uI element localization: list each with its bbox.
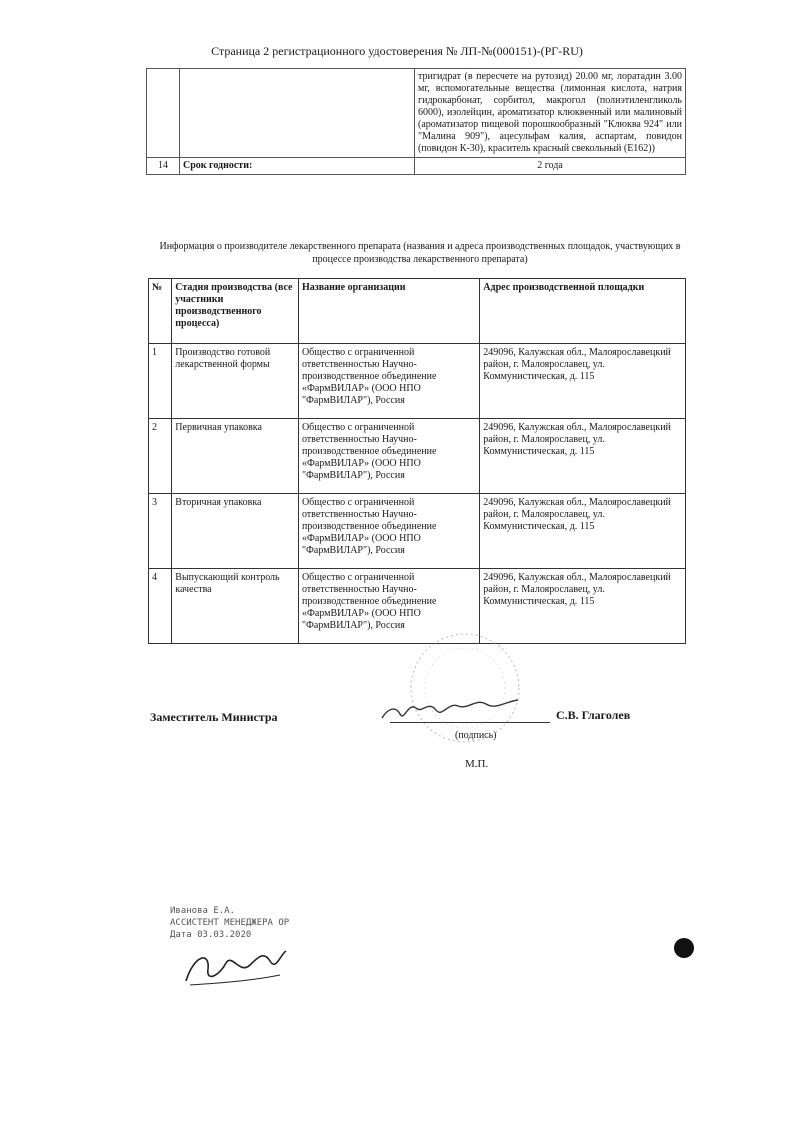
shelf-life-value: 2 года [415, 158, 686, 175]
stamp-line-1: Иванова Е.А. [170, 906, 236, 916]
row-stage: Выпускающий контроль качества [172, 569, 299, 644]
row-num: 4 [149, 569, 172, 644]
col-header-num: № [149, 279, 172, 344]
row-stage: Вторичная упаковка [172, 494, 299, 569]
row-org: Общество с ограниченной ответственностью Научно-производственное объединение «ФармВИЛАР» (ООО НПО "ФармВИЛАР"), Россия [298, 494, 479, 569]
copy-stamp [170, 905, 289, 941]
table-row [149, 494, 686, 569]
table-row [147, 69, 686, 158]
table-row [149, 419, 686, 494]
page-header: Страница 2 регистрационного удостоверения № ЛП-№(000151)-(РГ-RU) [211, 44, 583, 58]
row-stage: Производство готовой лекарственной формы [172, 344, 299, 419]
signature-line [390, 722, 550, 723]
row-org: Общество с ограниченной ответственностью Научно-производственное объединение «ФармВИЛАР» (ООО НПО "ФармВИЛАР"), Россия [298, 419, 479, 494]
composition-text: тригидрат (в пересчете на рутозид) 20.00 мг, лоратадин 3.00 мг, вспомогательные вещества (лимонная кислота, натрия гидрокарбонат, сорбитол, макрогол (полиэтиленгликоль 6000), изолейцин, ароматизатор клюквенный или малиновый (ароматизатор пищевой порошкообразный "Клюква 924" или "Малина 909"), ацесульфам калия, аспартам, повидон (повидон К-30), краситель красный свекольный (Е162)) [415, 69, 686, 158]
signer-title: Заместитель Министра [150, 710, 278, 724]
row-org: Общество с ограниченной ответственностью Научно-производственное объединение «ФармВИЛАР» (ООО НПО "ФармВИЛАР"), Россия [298, 569, 479, 644]
composition-table [146, 68, 686, 175]
copy-signature-icon [180, 945, 290, 990]
signature-caption: (подпись) [455, 730, 497, 741]
row-address: 249096, Калужская обл., Малоярославецкий район, г. Малоярославец, ул. Коммунистическая, д. 115 [480, 344, 686, 419]
manufacturer-info-title: Информация о производителе лекарственного препарата (названия и адреса производственных площадок, участвующих в процессе производства лекарственного препарата) [159, 241, 681, 265]
row-num: 3 [149, 494, 172, 569]
stamp-line-2: АССИСТЕНТ МЕНЕДЖЕРА ОР [170, 918, 290, 928]
table-row [149, 344, 686, 419]
stamp-line-3: Дата 03.03.2020 [170, 930, 252, 940]
table-header-row [149, 279, 686, 344]
shelf-life-label: Срок годности: [180, 158, 415, 175]
row-stage: Первичная упаковка [172, 419, 299, 494]
col-header-stage: Стадия производства (все участники производственного процесса) [172, 279, 299, 344]
row-num: 2 [149, 419, 172, 494]
manufacturer-table [148, 278, 686, 644]
row-address: 249096, Калужская обл., Малоярославецкий район, г. Малоярославец, ул. Коммунистическая, д. 115 [480, 494, 686, 569]
shelf-life-row [147, 158, 686, 175]
col-header-org: Название организации [298, 279, 479, 344]
signer-name: С.В. Глаголев [556, 708, 631, 722]
row-num: 1 [149, 344, 172, 419]
row-org: Общество с ограниченной ответственностью Научно-производственное объединение «ФармВИЛАР» (ООО НПО "ФармВИЛАР"), Россия [298, 344, 479, 419]
shelf-life-num: 14 [147, 158, 180, 175]
row-address: 249096, Калужская обл., Малоярославецкий район, г. Малоярославец, ул. Коммунистическая, д. 115 [480, 419, 686, 494]
row-address: 249096, Калужская обл., Малоярославецкий район, г. Малоярославец, ул. Коммунистическая, д. 115 [480, 569, 686, 644]
col-header-address: Адрес производственной площадки [480, 279, 686, 344]
punch-hole-icon [674, 938, 694, 958]
stamp-place-label: М.П. [465, 758, 489, 770]
